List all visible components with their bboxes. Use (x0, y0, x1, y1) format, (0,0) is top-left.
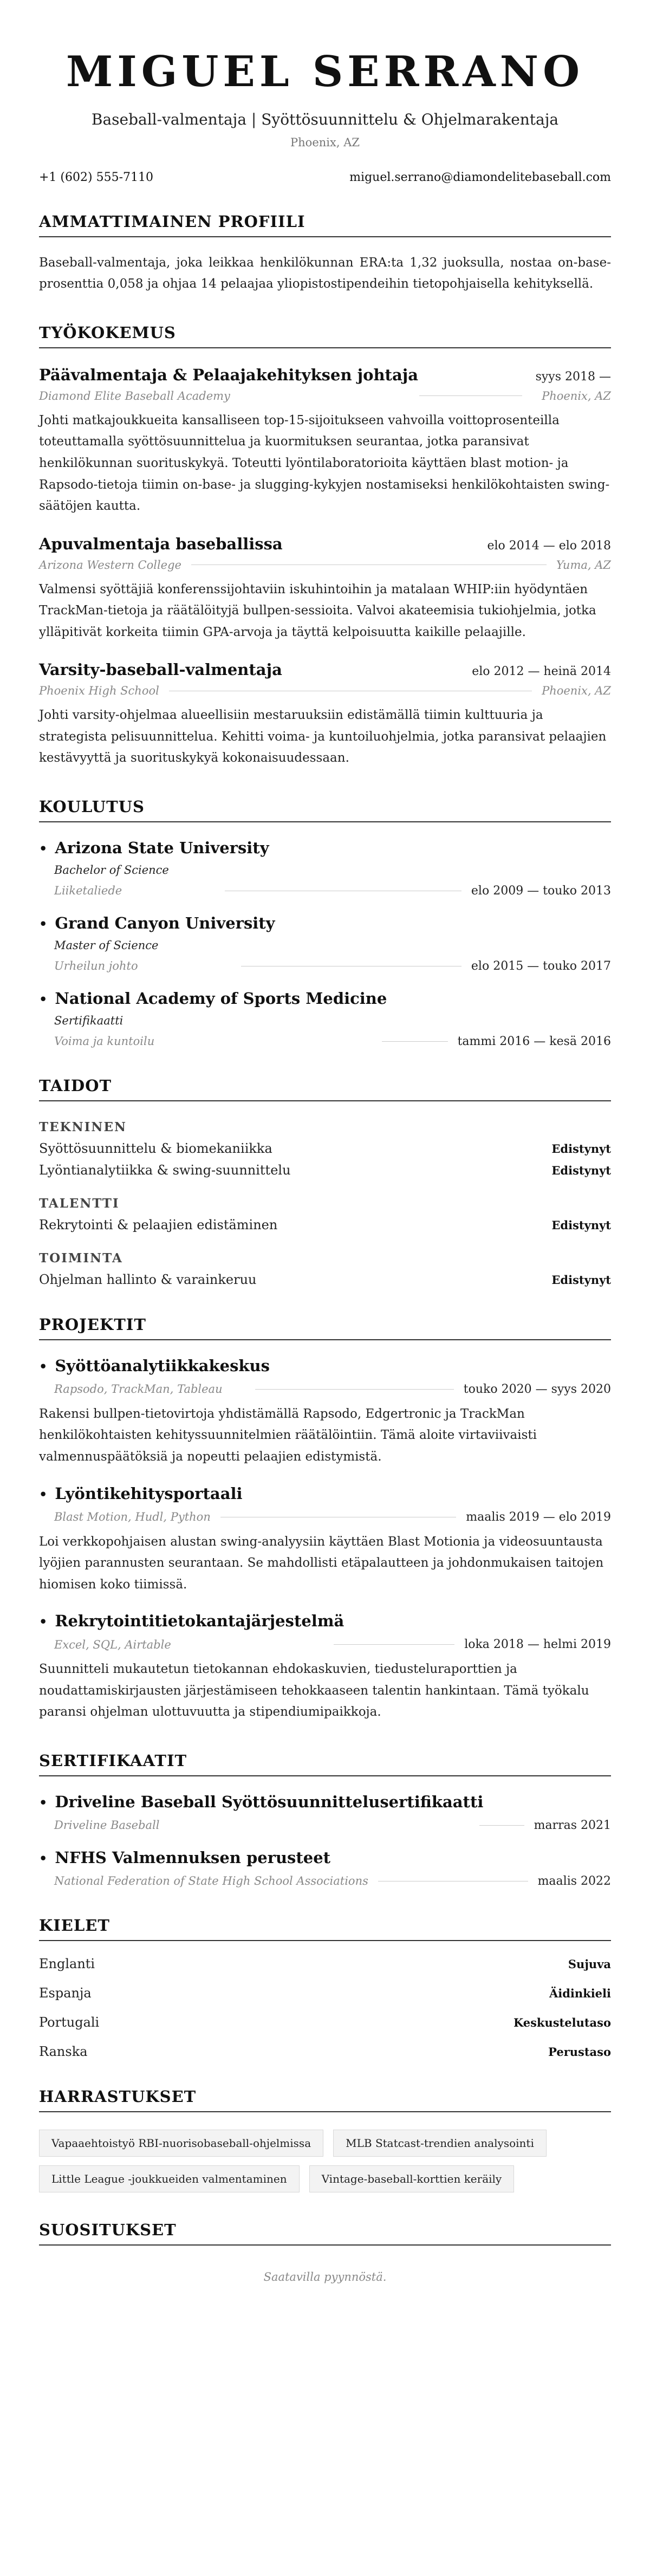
education-section (39, 797, 611, 1048)
certification-entry (39, 1848, 611, 1888)
profile-text: Baseball-valmentaja, joka leikkaa henkilökunnan ERA:ta 1,32 juoksulla, nostaa on-base-prosenttia 0,058 ja ohjaa 14 pelaajaa yliopistostipendeihin tietopohjaisella kehityksellä. (39, 255, 611, 291)
project-description: Suunnitteli mukautetun tietokannan ehdokaskuvien, tiedusteluraporttien ja noudattamiskirjausten järjestämiseen tehokkaaseen talentin hankintaan. Tämä työkalu paransi ohjelman ulottuvuutta ja stipendiumipaikkoja. (39, 1662, 589, 1720)
bullet-icon: • (39, 1486, 48, 1502)
email-address: miguel.serrano@diamondelitebaseball.com (349, 170, 611, 184)
education-dates: elo 2015 — touko 2017 (471, 959, 611, 973)
project-tech: Blast Motion, Hudl, Python (54, 1510, 211, 1524)
section-title: SUOSITUKSET (39, 2221, 611, 2246)
candidate-name: MIGUEL SERRANO (66, 47, 584, 96)
job-entry (39, 366, 611, 517)
language-row (39, 1956, 611, 1971)
certification-issuer: Driveline Baseball (54, 1819, 160, 1832)
experience-section (39, 323, 611, 769)
skill-level: Edistynyt (551, 1273, 611, 1287)
certification-name: Driveline Baseball Syöttösuunnittelusertifikaatti (55, 1792, 484, 1811)
bullet-icon: • (39, 1614, 48, 1630)
project-entry (39, 1484, 611, 1596)
project-name: Syöttöanalytiikkakeskus (55, 1356, 270, 1375)
skill-level: Edistynyt (551, 1141, 611, 1156)
field-of-study: Urheilun johto (54, 959, 138, 973)
project-name: Rekrytointitietokantajärjestelmä (55, 1612, 344, 1631)
certification-name: NFHS Valmennuksen perusteet (55, 1848, 331, 1867)
skill-category: TOIMINTA (39, 1250, 123, 1266)
education-entry (39, 839, 611, 898)
degree: Sertifikaatti (54, 1014, 123, 1027)
job-location: Phoenix, AZ (542, 389, 611, 403)
job-entry (39, 535, 611, 644)
leader-line (382, 1041, 447, 1042)
project-tech: Rapsodo, TrackMan, Tableau (54, 1383, 223, 1396)
education-entry (39, 989, 611, 1048)
project-description: Rakensi bullpen-tietovirtoja yhdistämällä Rapsodo, Edgertronic ja TrackMan henkilökohtaisten kehityssuunnitelmien räätälöintiin. Tämä aloite virtaviivaisti valmennuspäätöksiä ja nopeutti pelaajien edistymistä. (39, 1406, 537, 1464)
hobby-tag: Little League -joukkueiden valmentaminen (39, 2165, 300, 2192)
bullet-icon: • (39, 1358, 48, 1374)
language-level: Äidinkieli (549, 1986, 611, 2000)
language-name: Espanja (39, 1985, 92, 2001)
language-list (39, 1956, 611, 2059)
language-row (39, 1985, 611, 2001)
bullet-icon: • (39, 1794, 48, 1811)
hobby-tags (39, 2130, 611, 2192)
language-level: Keskustelutaso (513, 2015, 611, 2029)
job-description: Valmensi syöttäjiä konferenssijohtaviin iskuhintoihin ja matalaan WHIP:iin hyödyntäen TrackMan-tietoja ja räätälöityjä bullpen-sessioita. Valvoi akateemisia tukiohjelmia, jotka ylläpitivät korkeita tiimin GPA-arvoja ja täyttä kelpoisuutta kaikille pelaajille. (39, 582, 596, 639)
languages-section (39, 1916, 611, 2059)
profile-section (39, 212, 611, 295)
school-name: Grand Canyon University (55, 913, 275, 932)
references-section (39, 2221, 611, 2283)
job-title: Apuvalmentaja baseballissa (39, 534, 283, 553)
skill-row (39, 1217, 611, 1232)
skill-name: Lyöntianalytiikka & swing-suunnittelu (39, 1162, 291, 1178)
skill-row (39, 1141, 611, 1156)
project-dates: loka 2018 — helmi 2019 (464, 1638, 611, 1652)
language-level: Perustaso (548, 2045, 611, 2059)
language-row (39, 2044, 611, 2059)
skill-name: Ohjelman hallinto & varainkeruu (39, 1271, 257, 1287)
language-name: Ranska (39, 2043, 88, 2059)
project-entry (39, 1612, 611, 1723)
skills-section (39, 1076, 611, 1287)
bullet-icon: • (39, 916, 48, 932)
hobby-tag: MLB Statcast-trendien analysointi (333, 2130, 547, 2157)
education-entry (39, 914, 611, 973)
job-description: Johti matkajoukkueita kansalliseen top-15-sijoitukseen vahvoilla voittoprosenteilla toteuttamalla syöttösuunnittelua ja kuormituksen seurantaa, jotka paransivat henkilökunnan suorituskykyä. Toteutti lyöntilaboratorioita käyttäen blast motion- ja Rapsodo-tietoja tiimin on-base- ja slugging-kykyjen nostamiseksi henkilökohtaisten swing-säätöjen kautta. (39, 413, 610, 514)
project-tech: Excel, SQL, Airtable (54, 1638, 171, 1651)
leader-line (334, 1644, 454, 1645)
language-row (39, 2015, 611, 2030)
hobby-tag: Vapaaehtoistyö RBI-nuorisobaseball-ohjelmissa (39, 2130, 323, 2157)
language-level: Sujuva (568, 1957, 611, 1971)
contact-row (39, 171, 611, 184)
job-dates: elo 2012 — heinä 2014 (472, 665, 611, 679)
job-description: Johti varsity-ohjelmaa alueellisiin mestaruuksiin edistämällä tiimin kulttuuria ja strategista pelisuunnittelua. Kehitti voima- ja kuntoiluohjelmia, jotka paransivat pelaajien kestävyyttä ja suorituskykyä kokonaisuudessaan. (39, 708, 607, 765)
job-dates: elo 2014 — elo 2018 (487, 538, 611, 553)
bullet-icon: • (39, 840, 48, 856)
skill-name: Syöttösuunnittelu & biomekaniikka (39, 1140, 272, 1156)
education-dates: tammi 2016 — kesä 2016 (457, 1034, 611, 1048)
project-entry (39, 1357, 611, 1468)
field-of-study: Voima ja kuntoilu (54, 1035, 155, 1048)
language-name: Englanti (39, 1956, 95, 1971)
certification-issuer: National Federation of State High School Associations (54, 1874, 368, 1888)
job-location: Yuma, AZ (556, 558, 611, 572)
candidate-location: Phoenix, AZ (290, 135, 360, 149)
hobbies-section (39, 2087, 611, 2192)
project-dates: touko 2020 — syys 2020 (463, 1382, 611, 1396)
section-title: KOULUTUS (39, 797, 611, 822)
skill-category: TALENTTI (39, 1196, 120, 1211)
job-organization: Diamond Elite Baseball Academy (39, 389, 230, 403)
candidate-tagline: Baseball-valmentaja | Syöttösuunnittelu & Ohjelmarakentaja (91, 110, 559, 128)
project-name: Lyöntikehitysportaali (55, 1484, 243, 1503)
field-of-study: Liiketaliede (54, 884, 122, 898)
education-dates: elo 2009 — touko 2013 (471, 884, 611, 898)
section-title: TYÖKOKEMUS (39, 323, 611, 348)
certification-entry (39, 1793, 611, 1832)
leader-line (479, 1825, 524, 1826)
hobby-tag: Vintage-baseball-korttien keräily (309, 2165, 515, 2192)
bullet-icon: • (39, 991, 48, 1007)
language-name: Portugali (39, 2014, 100, 2030)
job-title: Päävalmentaja & Pelaajakehityksen johtaja (39, 365, 419, 384)
section-title: HARRASTUKSET (39, 2087, 611, 2112)
job-organization: Arizona Western College (39, 558, 181, 572)
job-title: Varsity-baseball-valmentaja (39, 660, 282, 679)
school-name: National Academy of Sports Medicine (55, 989, 387, 1008)
certification-date: maalis 2022 (537, 1874, 611, 1888)
school-name: Arizona State University (55, 838, 269, 857)
leader-line (191, 564, 547, 565)
section-title: SERTIFIKAATIT (39, 1751, 611, 1776)
skill-row (39, 1272, 611, 1287)
certifications-section (39, 1751, 611, 1888)
projects-section (39, 1315, 611, 1723)
section-title: TAIDOT (39, 1076, 611, 1101)
project-description: Loi verkkopohjaisen alustan swing-analyysiin käyttäen Blast Motionia ja videosuuntausta lyöjien parannusten seurantaan. Se mahdollisti etäpalautteen ja johdonmukaisen taitojen hiomisen koko tiimissä. (39, 1534, 604, 1592)
section-title: PROJEKTIT (39, 1315, 611, 1340)
skill-row (39, 1163, 611, 1178)
job-entry (39, 660, 611, 769)
job-location: Phoenix, AZ (542, 684, 611, 698)
phone-number: +1 (602) 555-7110 (39, 170, 153, 184)
skill-level: Edistynyt (551, 1218, 611, 1232)
section-title: AMMATTIMAINEN PROFIILI (39, 212, 611, 237)
degree: Bachelor of Science (54, 863, 169, 877)
leader-line (255, 1389, 454, 1390)
bullet-icon: • (39, 1850, 48, 1866)
skill-name: Rekrytointi & pelaajien edistäminen (39, 1217, 278, 1232)
skill-category: TEKNINEN (39, 1119, 127, 1134)
skill-level: Edistynyt (551, 1163, 611, 1177)
degree: Master of Science (54, 938, 159, 952)
job-dates: syys 2018 — (535, 369, 611, 384)
certification-date: marras 2021 (534, 1818, 611, 1832)
references-note: Saatavilla pyynnöstä. (263, 2270, 387, 2283)
leader-line (419, 395, 522, 396)
project-dates: maalis 2019 — elo 2019 (466, 1510, 611, 1524)
section-title: KIELET (39, 1916, 611, 1941)
job-organization: Phoenix High School (39, 684, 159, 698)
